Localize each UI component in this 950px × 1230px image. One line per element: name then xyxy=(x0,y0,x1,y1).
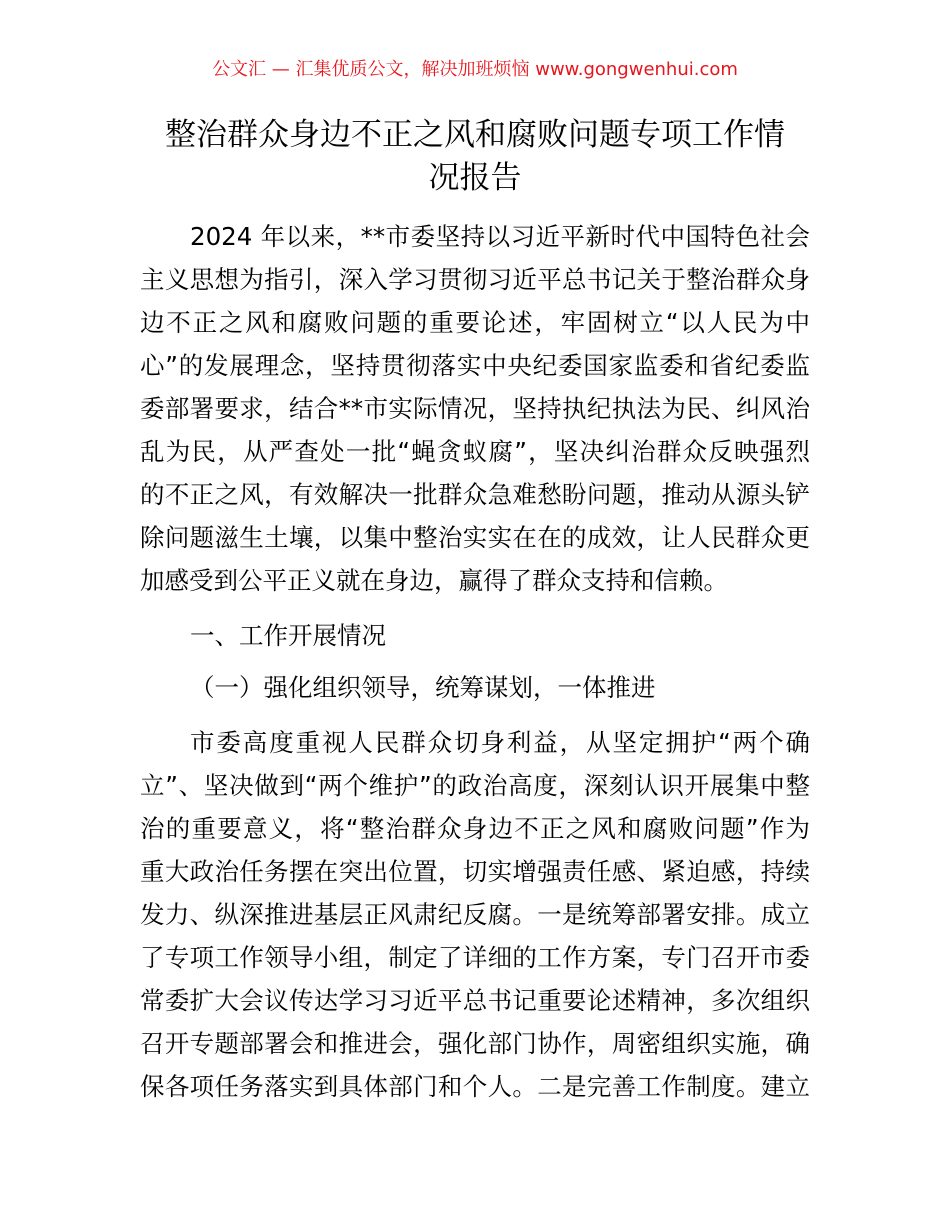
text-line: 市委高度重视人民群众切身利益，从坚定拥护“两个确 xyxy=(190,728,810,757)
heading-text: 一、工作开展情况 xyxy=(190,621,386,650)
paragraph-organization xyxy=(140,721,810,1108)
text-line: 除问题滋生土壤，以集中整治实实在在的成效，让人民群众更 xyxy=(140,523,810,552)
title-line: 况报告 xyxy=(428,160,522,196)
text-line: 乱为民，从严查处一批“蝇贪蚁腐”，坚决纠治群众反映强烈 xyxy=(140,437,810,466)
text-line: 2024 年以来，**市委坚持以习近平新时代中国特色社会 xyxy=(190,222,810,251)
text-line: 心”的发展理念，坚持贯彻落实中央纪委国家监委和省纪委监 xyxy=(140,351,810,380)
subsection-heading xyxy=(140,666,810,709)
text-line: 立”、坚决做到“两个维护”的政治高度，深刻认识开展集中整 xyxy=(140,771,810,800)
text-line: 边不正之风和腐败问题的重要论述，牢固树立“以人民为中 xyxy=(140,308,810,337)
text-line: 发力、纵深推进基层正风肃纪反腐。一是统筹部署安排。成立 xyxy=(140,900,810,929)
paragraph-intro xyxy=(140,215,810,602)
text-line: 了专项工作领导小组，制定了详细的工作方案，专门召开市委 xyxy=(140,943,810,972)
text-line: 委部署要求，结合**市实际情况，坚持执纪执法为民、纠风治 xyxy=(140,394,810,423)
text-line: 加感受到公平正义就在身边，赢得了群众支持和信赖。 xyxy=(140,566,728,595)
text-line: 保各项任务落实到具体部门和个人。二是完善工作制度。建立 xyxy=(140,1072,810,1101)
section-heading xyxy=(140,614,810,657)
text-line: 常委扩大会议传达学习习近平总书记重要论述精神，多次组织 xyxy=(140,986,810,1015)
text-line: 重大政治任务摆在突出位置，切实增强责任感、紧迫感，持续 xyxy=(140,857,810,886)
text-line: 主义思想为指引，深入学习贯彻习近平总书记关于整治群众身 xyxy=(140,265,810,294)
watermark-banner: 公文汇 — 汇集优质公文，解决加班烦恼 www.gongwenhui.com xyxy=(212,59,738,80)
text-line: 治的重要意义，将“整治群众身边不正之风和腐败问题”作为 xyxy=(140,814,810,843)
heading-text: （一）强化组织领导，统筹谋划，一体推进 xyxy=(190,673,656,702)
title-line: 整治群众身边不正之风和腐败问题专项工作情 xyxy=(165,117,785,153)
document-title xyxy=(130,114,820,200)
text-line: 的不正之风，有效解决一批群众急难愁盼问题，推动从源头铲 xyxy=(140,480,810,509)
text-line: 召开专题部署会和推进会，强化部门协作，周密组织实施，确 xyxy=(140,1029,810,1058)
